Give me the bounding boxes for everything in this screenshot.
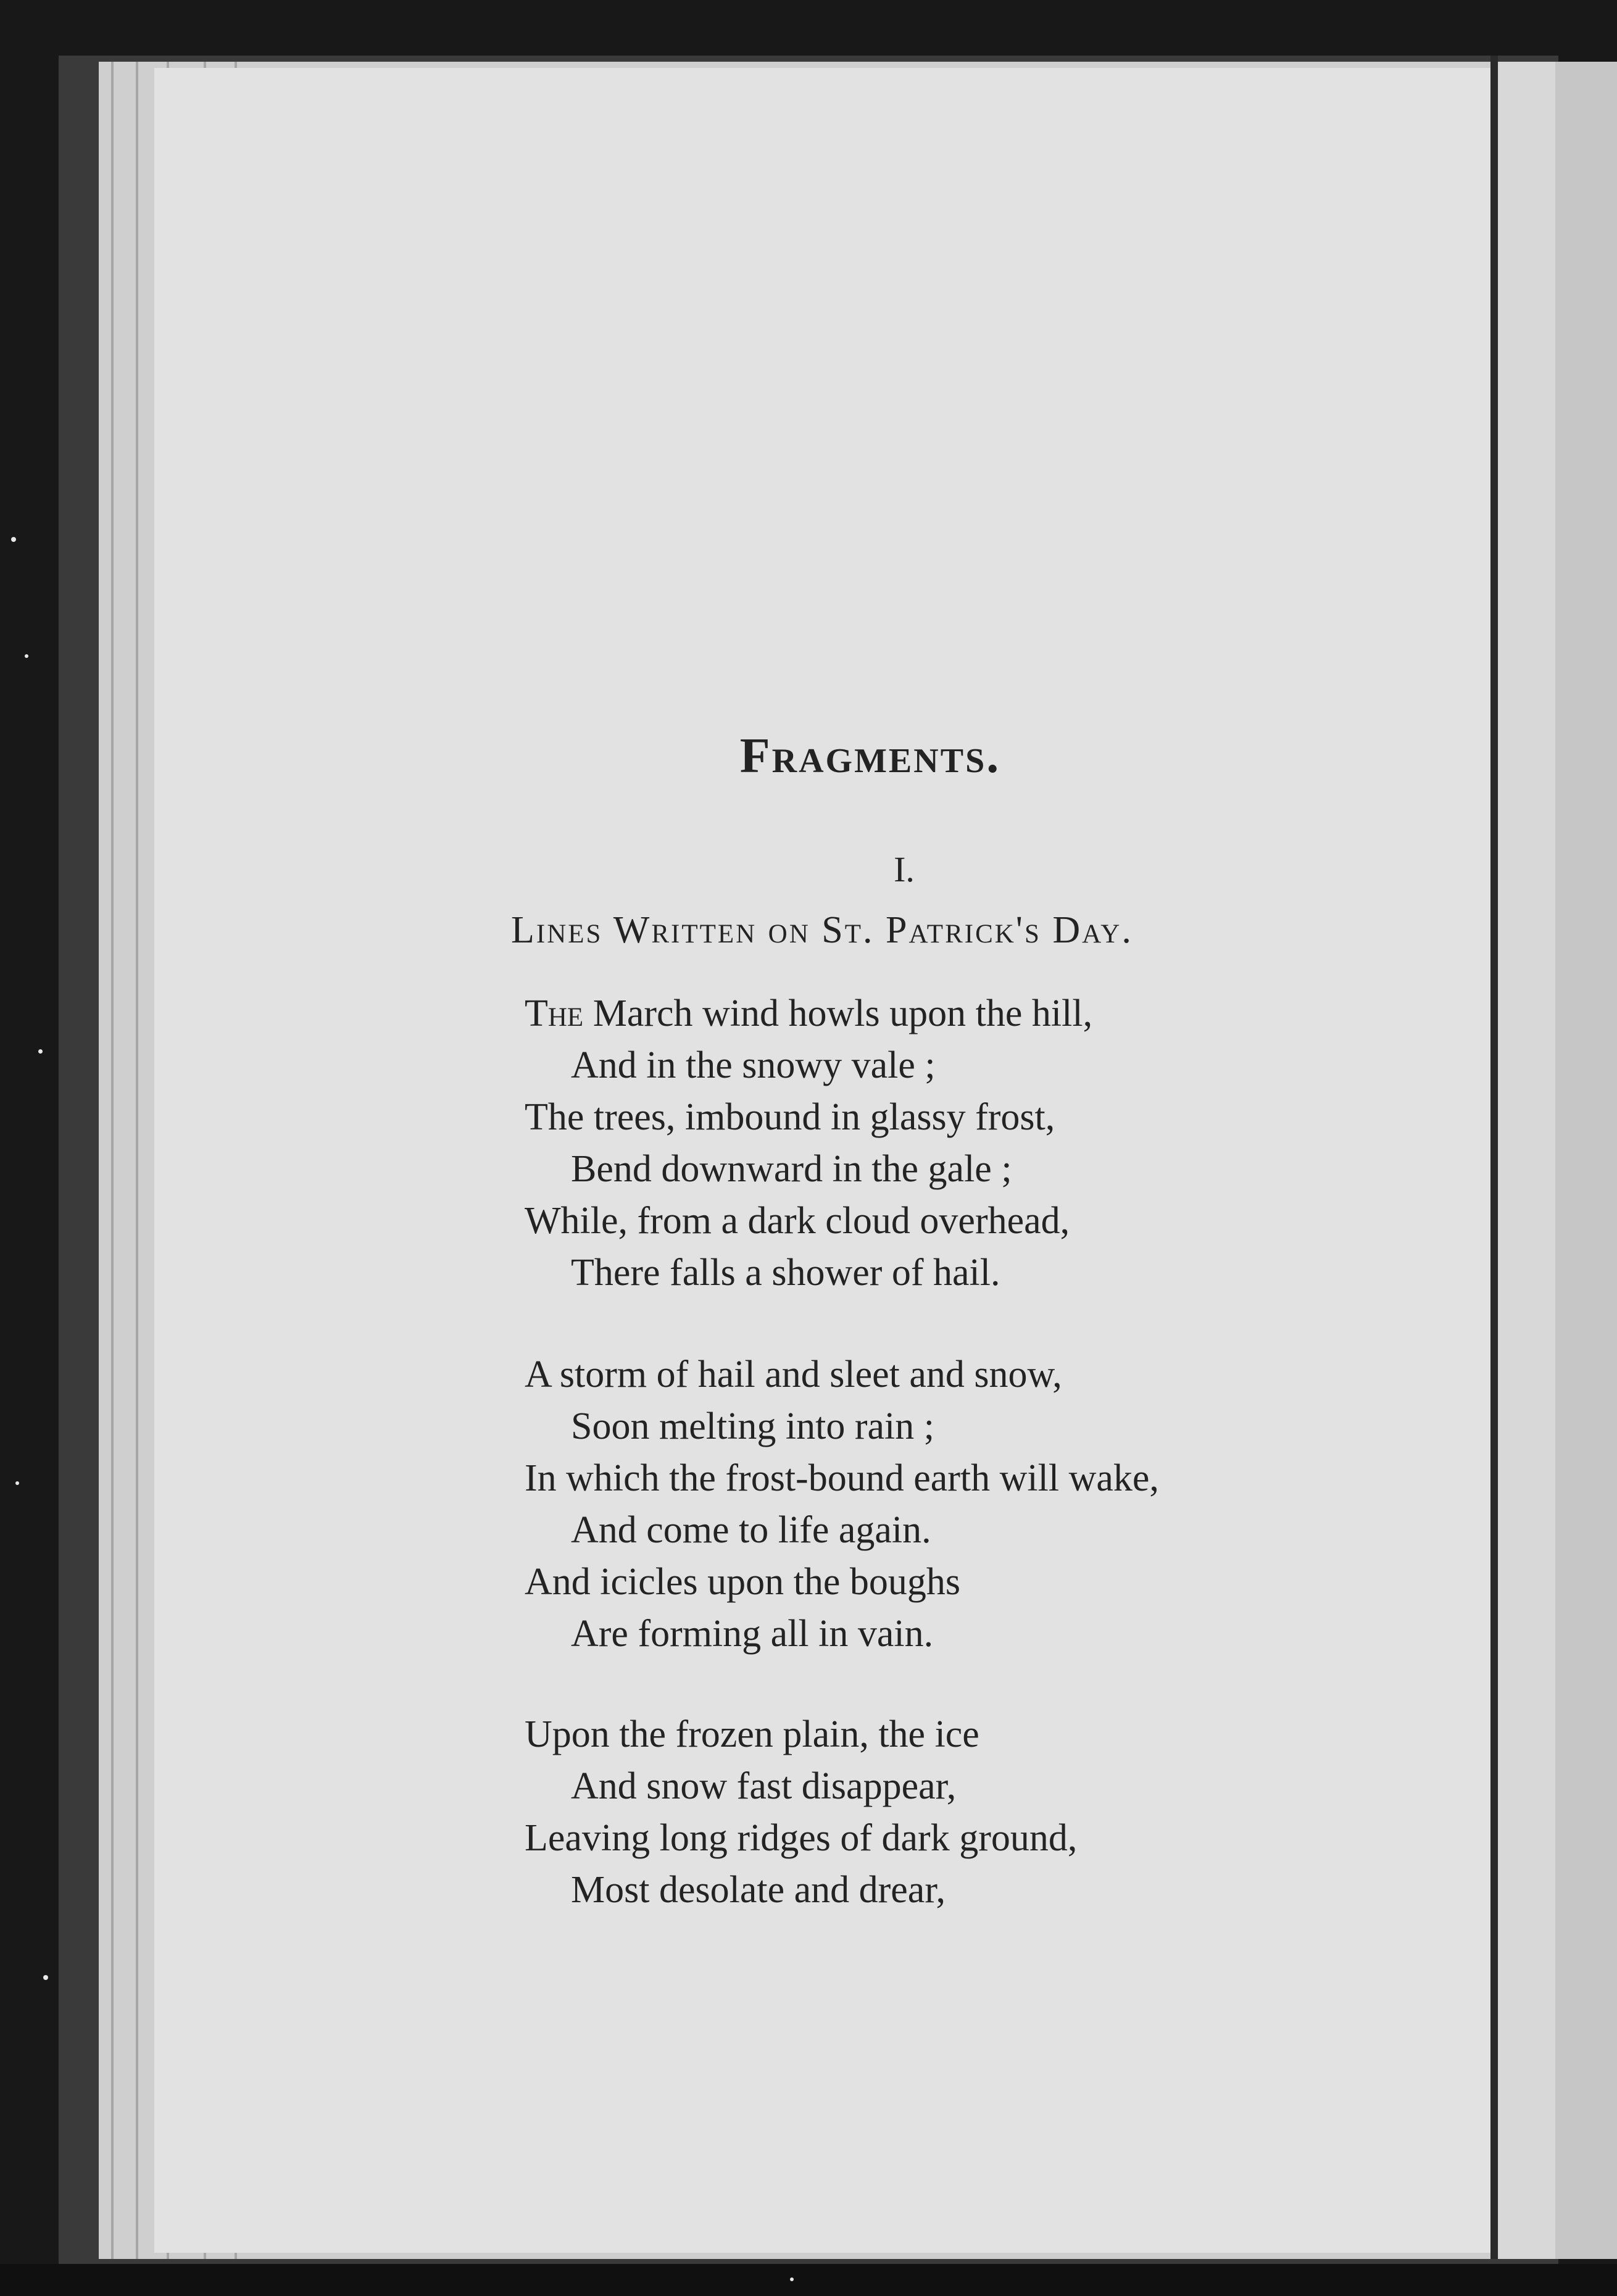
scan-bottom-border (0, 2264, 1617, 2296)
poem-line: Most desolate and drear, (571, 1869, 946, 1911)
poem-line: There falls a shower of hail. (571, 1252, 1000, 1294)
dust-speck (43, 1975, 48, 1980)
page-heading: Fragments. (739, 729, 1001, 783)
stanza (525, 988, 1092, 1299)
facing-page-shade (1555, 62, 1617, 2259)
poem-line: Bend downward in the gale ; (571, 1148, 1012, 1190)
poem-line: And come to life again. (571, 1509, 931, 1551)
dust-speck (790, 2277, 794, 2281)
opening-word: The (525, 992, 584, 1034)
stanza (525, 1349, 1159, 1660)
dust-speck (38, 1049, 43, 1054)
poem-title: Lines Written on St. Patrick's Day. (511, 909, 1133, 951)
poem-line: In which the frost-bound earth will wake, (525, 1457, 1159, 1499)
poem-line: The trees, imbound in glassy frost, (525, 1096, 1055, 1138)
poem-line: Are forming all in vain. (571, 1613, 934, 1655)
book-gutter (1490, 56, 1498, 2259)
poem-line: And icicles upon the boughs (525, 1561, 961, 1603)
poem-line: A storm of hail and sleet and snow, (525, 1354, 1062, 1395)
facing-page (1499, 62, 1617, 2259)
poem-line: The March wind howls upon the hill, (525, 992, 1093, 1034)
stanza (525, 1708, 1077, 1916)
dust-speck (11, 537, 16, 542)
poem-line: And snow fast disappear, (571, 1765, 957, 1807)
poem-line: While, from a dark cloud overhead, (525, 1200, 1070, 1242)
page-edge-line (111, 62, 114, 2259)
dust-speck (25, 654, 28, 658)
section-number: I. (894, 849, 915, 889)
poem-line: Upon the frozen plain, the ice (525, 1713, 979, 1755)
poem-line: Leaving long ridges of dark ground, (525, 1817, 1078, 1859)
poem-line: Soon melting into rain ; (571, 1405, 934, 1447)
dust-speck (15, 1481, 19, 1485)
page-edge-line (136, 62, 138, 2259)
poem-line: And in the snowy vale ; (571, 1044, 936, 1086)
